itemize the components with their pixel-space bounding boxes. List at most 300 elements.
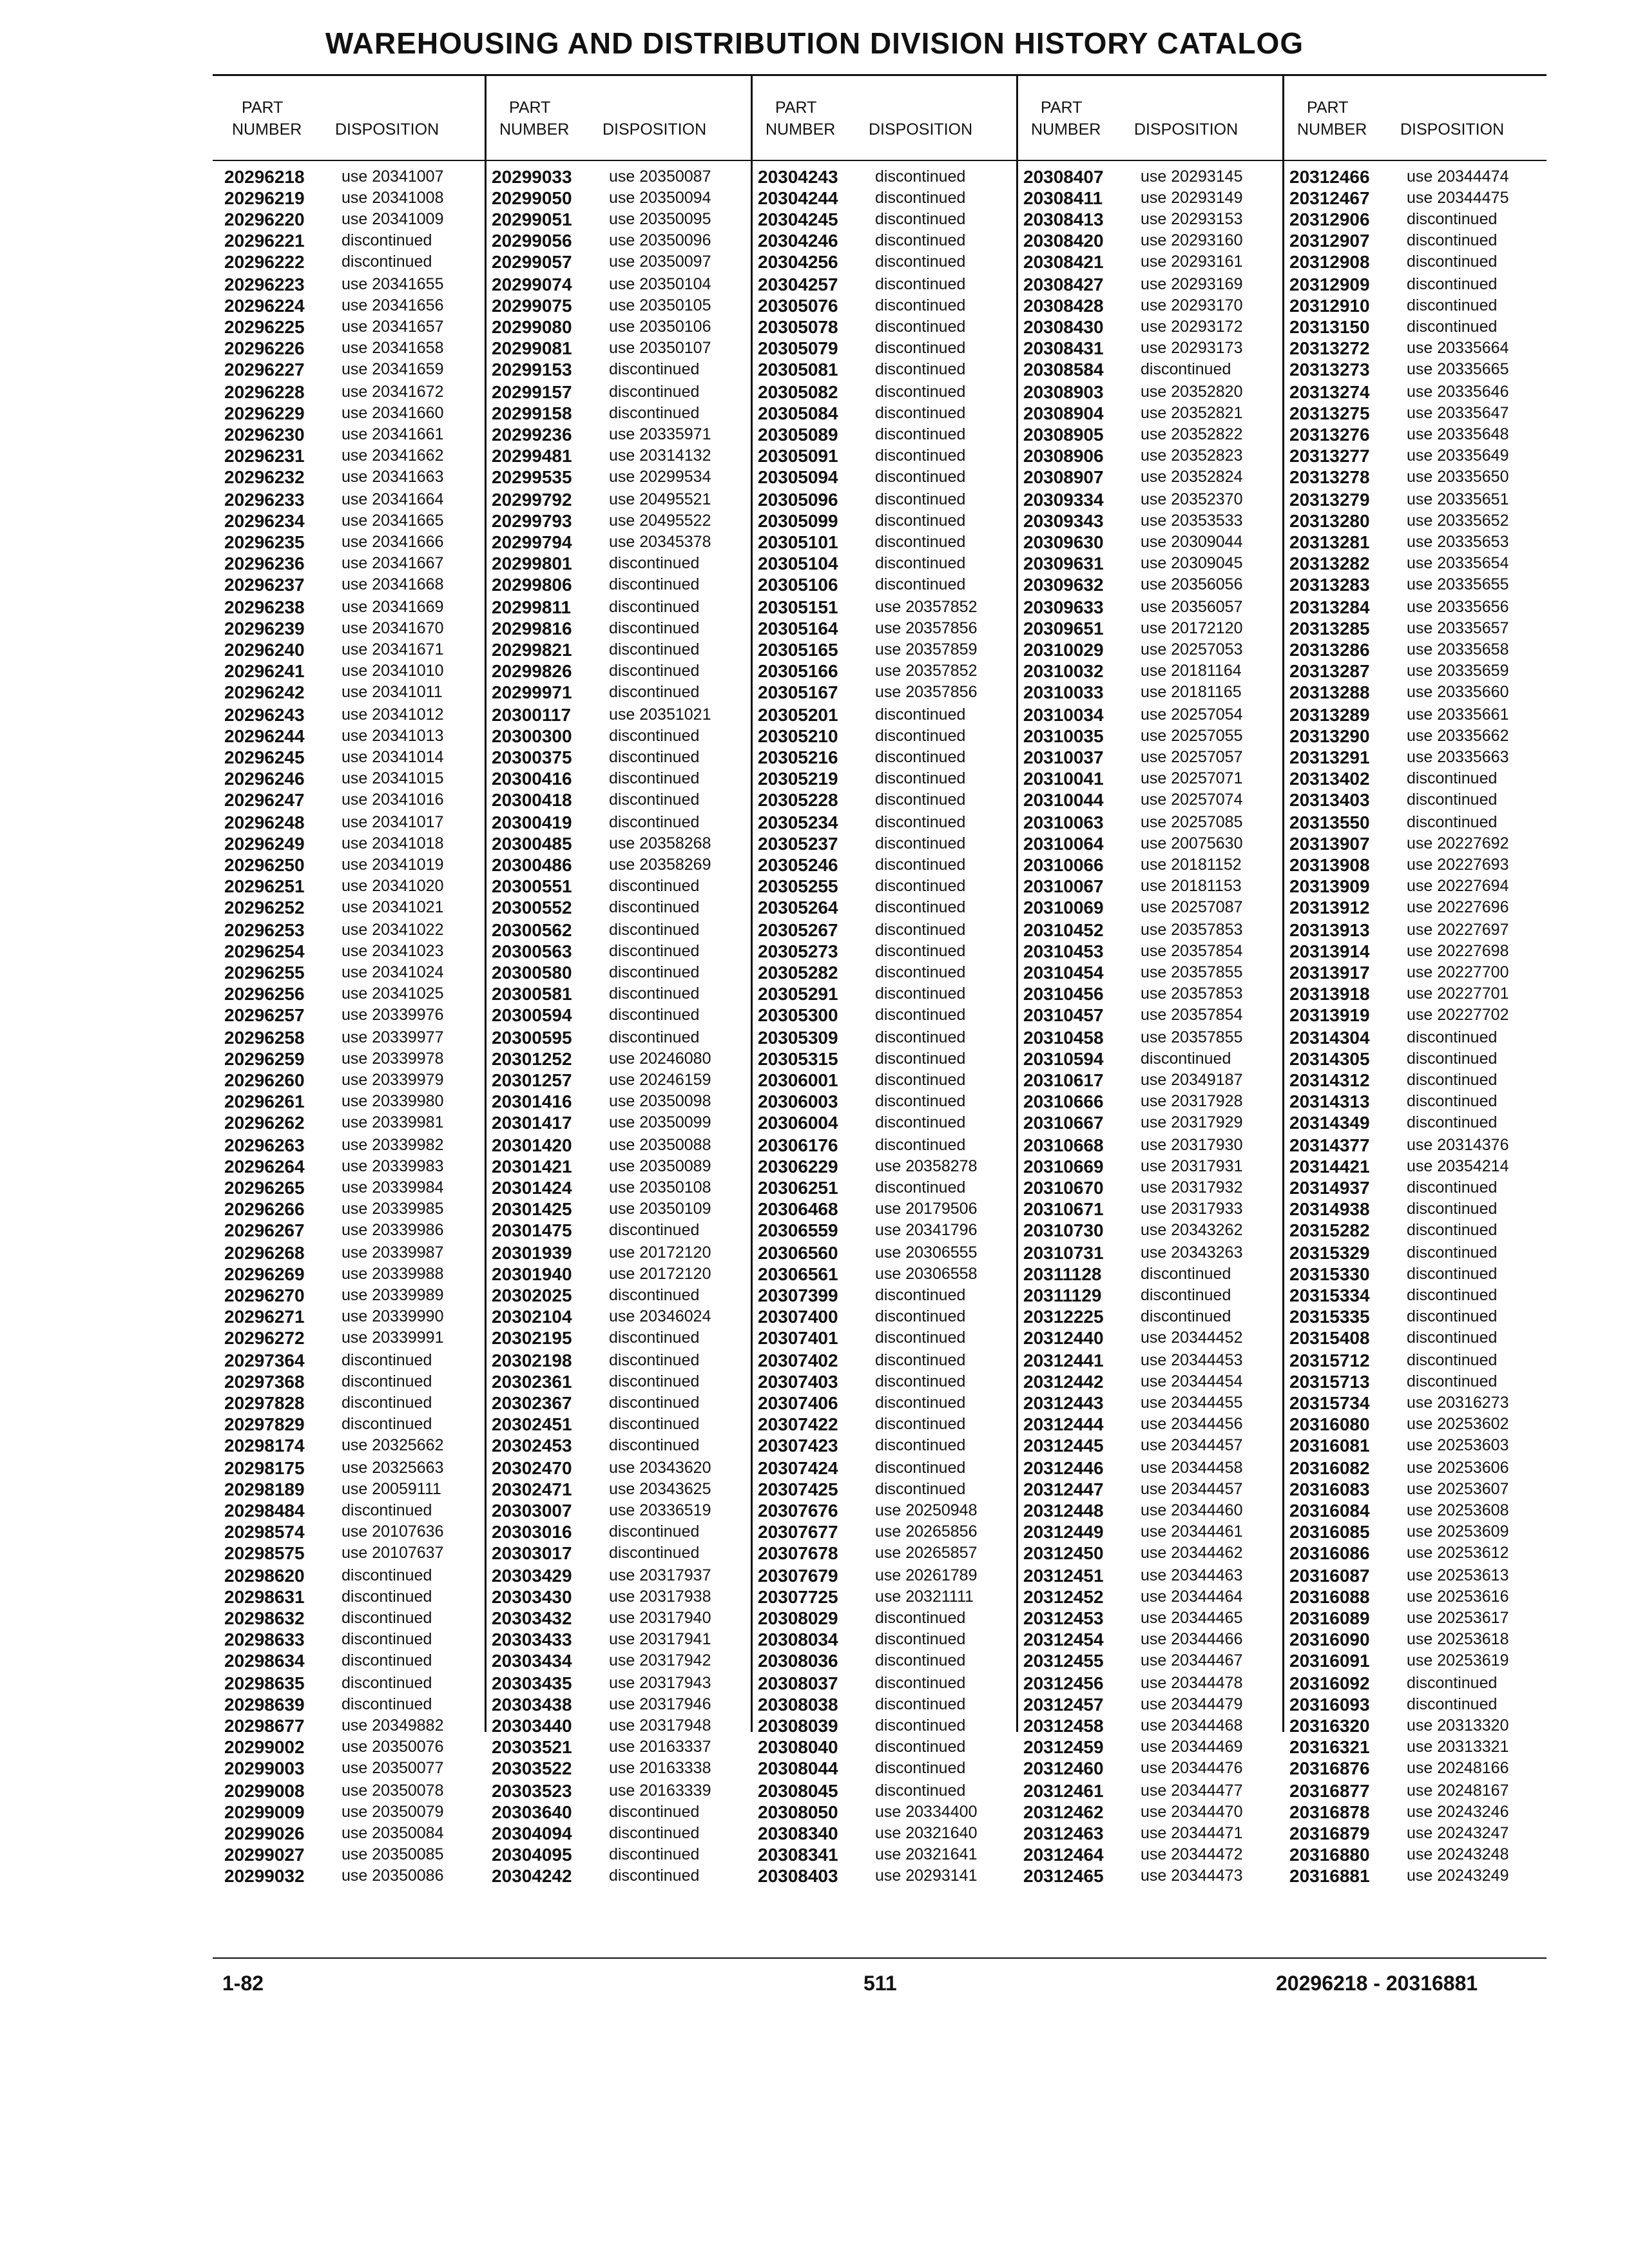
- disposition: discontinued: [875, 791, 966, 809]
- part-number: 20305273: [758, 941, 838, 961]
- part-number: 20300486: [492, 855, 572, 875]
- part-number: 20307725: [758, 1587, 838, 1607]
- part-number: 20304245: [758, 209, 838, 229]
- disposition: use 20261789: [875, 1566, 978, 1584]
- disposition: use 20350094: [609, 189, 711, 207]
- part-number: 20316320: [1289, 1716, 1370, 1736]
- disposition: use 20351021: [609, 706, 711, 724]
- part-number: 20313907: [1289, 834, 1370, 854]
- header-number: NUMBER: [1297, 120, 1367, 139]
- disposition: discontinued: [609, 662, 700, 680]
- disposition: discontinued: [342, 1501, 432, 1519]
- part-number: 20296230: [224, 425, 305, 445]
- part-number: 20307422: [758, 1414, 838, 1434]
- part-number: 20313289: [1289, 705, 1370, 725]
- part-number: 20310044: [1023, 790, 1104, 810]
- disposition: use 20317938: [609, 1588, 711, 1606]
- header-disposition: DISPOSITION: [335, 120, 439, 139]
- part-number: 20296241: [224, 661, 305, 681]
- part-number: 20310452: [1023, 920, 1104, 940]
- part-number: 20308428: [1023, 296, 1104, 316]
- part-number: 20299535: [492, 467, 572, 487]
- part-number: 20296262: [224, 1113, 305, 1133]
- disposition: discontinued: [875, 253, 966, 271]
- disposition: use 20341657: [342, 318, 444, 336]
- disposition: discontinued: [875, 1394, 966, 1412]
- part-number: 20299051: [492, 209, 572, 229]
- disposition: use 20350086: [342, 1867, 444, 1885]
- disposition: use 20335651: [1407, 490, 1509, 508]
- disposition: use 20309045: [1141, 554, 1243, 572]
- disposition: use 20341662: [342, 447, 444, 465]
- part-number: 20307399: [758, 1285, 838, 1305]
- disposition: discontinued: [875, 834, 966, 852]
- disposition: use 20341007: [342, 168, 444, 186]
- disposition: use 20253616: [1407, 1588, 1509, 1606]
- part-number: 20296255: [224, 963, 305, 983]
- disposition: discontinued: [875, 1050, 966, 1068]
- disposition: use 20344454: [1141, 1372, 1243, 1390]
- part-number: 20307676: [758, 1501, 838, 1521]
- part-number: 20313280: [1289, 511, 1370, 531]
- disposition: use 20341668: [342, 575, 444, 593]
- part-number: 20305091: [758, 446, 838, 466]
- part-number: 20296235: [224, 532, 305, 552]
- disposition: use 20357856: [875, 619, 978, 637]
- disposition: use 20344458: [1141, 1459, 1243, 1477]
- part-number: 20305165: [758, 640, 838, 660]
- part-number: 20299826: [492, 661, 572, 681]
- disposition: discontinued: [609, 1006, 700, 1024]
- disposition: use 20181153: [1141, 877, 1242, 895]
- disposition: use 20257057: [1141, 748, 1243, 766]
- disposition: use 20321641: [875, 1845, 978, 1863]
- part-number: 20305300: [758, 1005, 838, 1025]
- part-number: 20305267: [758, 920, 838, 940]
- disposition: discontinued: [875, 575, 966, 593]
- part-number: 20307423: [758, 1436, 838, 1456]
- part-number: 20305315: [758, 1049, 838, 1069]
- part-number: 20303432: [492, 1608, 572, 1628]
- part-number: 20301416: [492, 1091, 572, 1111]
- part-number: 20302453: [492, 1436, 572, 1456]
- part-number: 20310669: [1023, 1157, 1104, 1177]
- disposition: use 20335664: [1407, 339, 1509, 357]
- disposition: use 20299534: [609, 468, 711, 486]
- part-number: 20307425: [758, 1479, 838, 1499]
- disposition: discontinued: [342, 1394, 432, 1412]
- disposition: use 20293161: [1141, 253, 1243, 271]
- column-divider: [1282, 74, 1284, 1732]
- part-number: 20299153: [492, 360, 572, 380]
- part-number: 20303434: [492, 1651, 572, 1671]
- part-number: 20296223: [224, 274, 305, 294]
- disposition: use 20257053: [1141, 640, 1243, 658]
- part-number: 20312465: [1023, 1866, 1104, 1886]
- part-number: 20302025: [492, 1285, 572, 1305]
- column-divider: [751, 74, 753, 1732]
- part-number: 20315712: [1289, 1350, 1370, 1370]
- disposition: discontinued: [875, 210, 966, 228]
- part-number: 20312467: [1289, 188, 1370, 208]
- disposition: discontinued: [875, 1415, 966, 1433]
- part-number: 20296243: [224, 705, 305, 725]
- part-number: 20309633: [1023, 597, 1104, 617]
- disposition: use 20243249: [1407, 1867, 1509, 1885]
- top-rule: [213, 74, 1547, 76]
- part-number: 20300551: [492, 876, 572, 896]
- disposition: use 20344453: [1141, 1351, 1243, 1369]
- part-number: 20310456: [1023, 984, 1104, 1004]
- part-number: 20302361: [492, 1372, 572, 1392]
- part-number: 20301421: [492, 1157, 572, 1177]
- part-number: 20309630: [1023, 532, 1104, 552]
- part-number: 20300300: [492, 726, 572, 746]
- disposition: use 20350088: [609, 1136, 711, 1154]
- column-header: [487, 97, 747, 161]
- part-number: 20313279: [1289, 490, 1370, 510]
- part-number: 20300580: [492, 963, 572, 983]
- part-number: 20316090: [1289, 1629, 1370, 1649]
- disposition: discontinued: [875, 1459, 966, 1477]
- disposition: use 20350085: [342, 1845, 444, 1863]
- disposition: use 20335653: [1407, 533, 1509, 551]
- part-number: 20296238: [224, 597, 305, 617]
- header-number: NUMBER: [766, 120, 836, 139]
- part-number: 20308430: [1023, 317, 1104, 337]
- part-number: 20299032: [224, 1866, 305, 1886]
- part-number: 20310041: [1023, 769, 1104, 789]
- part-number: 20309651: [1023, 619, 1104, 639]
- disposition: use 20293149: [1141, 189, 1243, 207]
- disposition: use 20257054: [1141, 706, 1243, 724]
- disposition: discontinued: [875, 1113, 966, 1131]
- disposition: discontinued: [1141, 1050, 1231, 1068]
- header-disposition: DISPOSITION: [1400, 120, 1505, 139]
- part-number: 20299026: [224, 1823, 305, 1843]
- disposition: use 20341008: [342, 189, 444, 207]
- disposition: discontinued: [875, 533, 966, 551]
- disposition: use 20257074: [1141, 791, 1243, 809]
- part-number: 20298174: [224, 1436, 305, 1456]
- disposition: discontinued: [875, 1092, 966, 1110]
- part-number: 20299056: [492, 231, 572, 251]
- disposition: use 20350107: [609, 339, 711, 357]
- part-number: 20313285: [1289, 619, 1370, 639]
- disposition: discontinued: [875, 942, 966, 960]
- disposition: discontinued: [609, 1394, 700, 1412]
- part-number: 20304257: [758, 274, 838, 294]
- part-number: 20296219: [224, 188, 305, 208]
- part-number: 20301424: [492, 1178, 572, 1198]
- disposition: use 20172120: [1141, 619, 1243, 637]
- disposition: discontinued: [875, 425, 966, 443]
- part-number: 20296252: [224, 898, 305, 918]
- disposition: use 20317943: [609, 1674, 711, 1692]
- part-number: 20308413: [1023, 209, 1104, 229]
- disposition: use 20257087: [1141, 898, 1243, 916]
- part-number: 20312466: [1289, 167, 1370, 187]
- disposition: discontinued: [609, 1221, 700, 1239]
- part-number: 20300595: [492, 1028, 572, 1048]
- disposition: use 20341021: [342, 898, 444, 916]
- part-number: 20299003: [224, 1758, 305, 1778]
- disposition: use 20344461: [1141, 1523, 1243, 1541]
- disposition: discontinued: [342, 1674, 432, 1692]
- part-number: 20312440: [1023, 1328, 1104, 1348]
- part-number: 20296240: [224, 640, 305, 660]
- part-number: 20297368: [224, 1372, 305, 1392]
- disposition: use 20357856: [875, 683, 978, 701]
- part-number: 20305079: [758, 338, 838, 358]
- part-number: 20304095: [492, 1845, 572, 1865]
- disposition: use 20358269: [609, 856, 711, 874]
- disposition: use 20335650: [1407, 468, 1509, 486]
- disposition: use 20344474: [1407, 168, 1509, 186]
- header-part: PART: [1307, 99, 1349, 117]
- part-number: 20296221: [224, 231, 305, 251]
- part-number: 20312447: [1023, 1479, 1104, 1499]
- disposition: use 20344466: [1141, 1630, 1243, 1648]
- header-number: NUMBER: [232, 120, 302, 139]
- part-number: 20314313: [1289, 1091, 1370, 1111]
- part-number: 20301417: [492, 1113, 572, 1133]
- disposition: discontinued: [1407, 1286, 1498, 1304]
- part-number: 20305106: [758, 575, 838, 595]
- part-number: 20307424: [758, 1458, 838, 1478]
- part-number: 20305104: [758, 553, 838, 573]
- part-number: 20296266: [224, 1199, 305, 1219]
- disposition: discontinued: [1407, 275, 1498, 293]
- disposition: use 20344460: [1141, 1501, 1243, 1519]
- part-number: 20301252: [492, 1049, 572, 1069]
- part-number: 20313278: [1289, 467, 1370, 487]
- part-number: 20303433: [492, 1629, 572, 1649]
- disposition: discontinued: [1407, 296, 1498, 314]
- part-number: 20305081: [758, 360, 838, 380]
- part-number: 20308341: [758, 1845, 838, 1865]
- disposition: discontinued: [609, 1286, 700, 1304]
- disposition: use 20341025: [342, 985, 444, 1003]
- part-number: 20313288: [1289, 682, 1370, 702]
- part-number: 20313403: [1289, 790, 1370, 810]
- disposition: use 20253607: [1407, 1480, 1509, 1498]
- disposition: use 20317930: [1141, 1136, 1243, 1154]
- disposition: discontinued: [609, 921, 700, 939]
- disposition: use 20339982: [342, 1136, 444, 1154]
- disposition: discontinued: [342, 231, 432, 249]
- disposition: use 20341022: [342, 921, 444, 939]
- part-number: 20313912: [1289, 898, 1370, 918]
- part-number: 20302471: [492, 1479, 572, 1499]
- disposition: use 20227694: [1407, 877, 1509, 895]
- part-number: 20308903: [1023, 382, 1104, 402]
- disposition: use 20356056: [1141, 575, 1243, 593]
- part-number: 20307402: [758, 1350, 838, 1370]
- part-number: 20309631: [1023, 553, 1104, 573]
- part-number: 20312908: [1289, 252, 1370, 272]
- footer-page-number: 511: [863, 1972, 897, 1995]
- part-number: 20296250: [224, 855, 305, 875]
- part-number: 20305282: [758, 963, 838, 983]
- part-number: 20312452: [1023, 1587, 1104, 1607]
- disposition: use 20344470: [1141, 1803, 1243, 1821]
- disposition: use 20344473: [1141, 1867, 1243, 1885]
- part-number: 20310063: [1023, 812, 1104, 832]
- part-number: 20296268: [224, 1243, 305, 1263]
- part-number: 20302198: [492, 1350, 572, 1370]
- part-number: 20307400: [758, 1307, 838, 1327]
- disposition: use 20339977: [342, 1028, 444, 1046]
- disposition: use 20243248: [1407, 1845, 1509, 1863]
- disposition: use 20321111: [875, 1588, 974, 1606]
- part-number: 20312225: [1023, 1307, 1104, 1327]
- part-number: 20307403: [758, 1372, 838, 1392]
- disposition: use 20181152: [1141, 856, 1242, 874]
- part-number: 20299793: [492, 511, 572, 531]
- disposition: use 20352823: [1141, 447, 1243, 465]
- disposition: use 20253618: [1407, 1630, 1509, 1648]
- catalog-column: [487, 97, 747, 1886]
- disposition: use 20344464: [1141, 1588, 1243, 1606]
- disposition: discontinued: [875, 1782, 966, 1800]
- part-number: 20315282: [1289, 1220, 1370, 1240]
- part-number: 20308907: [1023, 467, 1104, 487]
- disposition: use 20293173: [1141, 339, 1243, 357]
- header-disposition: DISPOSITION: [869, 120, 973, 139]
- part-number: 20314937: [1289, 1178, 1370, 1198]
- disposition: discontinued: [875, 985, 966, 1003]
- disposition: use 20350076: [342, 1738, 444, 1756]
- disposition: discontinued: [609, 1803, 700, 1821]
- disposition: use 20253617: [1407, 1609, 1509, 1627]
- disposition: use 20352820: [1141, 383, 1243, 401]
- part-number: 20308044: [758, 1758, 838, 1778]
- disposition: use 20335971: [609, 425, 711, 443]
- disposition: use 20350099: [609, 1113, 711, 1131]
- disposition: use 20341796: [875, 1221, 978, 1239]
- disposition: discontinued: [342, 1351, 432, 1369]
- disposition: use 20344468: [1141, 1716, 1243, 1735]
- part-number: 20316089: [1289, 1608, 1370, 1628]
- disposition: discontinued: [342, 1588, 432, 1606]
- part-number: 20305089: [758, 425, 838, 445]
- part-number: 20310668: [1023, 1135, 1104, 1155]
- part-number: 20300419: [492, 812, 572, 832]
- part-number: 20316321: [1289, 1737, 1370, 1757]
- part-number: 20314421: [1289, 1157, 1370, 1177]
- disposition: discontinued: [875, 554, 966, 572]
- disposition: use 20350087: [609, 168, 711, 186]
- part-number: 20296263: [224, 1135, 305, 1155]
- part-number: 20313291: [1289, 747, 1370, 767]
- part-number: 20305096: [758, 490, 838, 510]
- disposition: use 20341672: [342, 383, 444, 401]
- part-number: 20299794: [492, 532, 572, 552]
- part-number: 20298620: [224, 1566, 305, 1586]
- part-number: 20312463: [1023, 1823, 1104, 1843]
- part-number: 20300117: [492, 705, 572, 725]
- part-number: 20299816: [492, 619, 572, 639]
- part-number: 20305234: [758, 812, 838, 832]
- footer-rule: [213, 1957, 1547, 1959]
- part-number: 20305082: [758, 382, 838, 402]
- part-number: 20310731: [1023, 1243, 1104, 1263]
- part-number: 20298575: [224, 1543, 305, 1563]
- disposition: discontinued: [875, 512, 966, 530]
- disposition: use 20341660: [342, 404, 444, 422]
- part-number: 20313290: [1289, 726, 1370, 746]
- disposition: use 20343262: [1141, 1221, 1243, 1239]
- page-title: WAREHOUSING AND DISTRIBUTION DIVISION HISTORY CATALOG: [325, 26, 1304, 60]
- part-number: 20315334: [1289, 1285, 1370, 1305]
- disposition: discontinued: [609, 942, 700, 960]
- disposition: use 20179506: [875, 1200, 978, 1218]
- disposition: discontinued: [875, 748, 966, 766]
- disposition: use 20257071: [1141, 769, 1243, 787]
- part-number: 20296257: [224, 1005, 305, 1025]
- part-number: 20310064: [1023, 834, 1104, 854]
- part-number: 20304244: [758, 188, 838, 208]
- part-number: 20304243: [758, 167, 838, 187]
- disposition: use 20335657: [1407, 619, 1509, 637]
- disposition: discontinued: [875, 1436, 966, 1454]
- part-number: 20312446: [1023, 1458, 1104, 1478]
- part-number: 20316880: [1289, 1845, 1370, 1865]
- part-number: 20308029: [758, 1608, 838, 1628]
- part-number: 20315734: [1289, 1393, 1370, 1413]
- disposition: use 20357854: [1141, 1006, 1243, 1024]
- disposition: use 20350108: [609, 1178, 711, 1196]
- disposition: use 20344465: [1141, 1609, 1243, 1627]
- part-number: 20299033: [492, 167, 572, 187]
- disposition: use 20335662: [1407, 727, 1509, 745]
- disposition: use 20321640: [875, 1824, 978, 1842]
- part-number: 20308421: [1023, 252, 1104, 272]
- disposition: use 20350104: [609, 275, 711, 293]
- part-number: 20312907: [1289, 231, 1370, 251]
- part-number: 20296267: [224, 1220, 305, 1240]
- part-number: 20313275: [1289, 403, 1370, 423]
- disposition: use 20293141: [875, 1867, 978, 1885]
- part-number: 20310035: [1023, 726, 1104, 746]
- part-number: 20296272: [224, 1328, 305, 1348]
- disposition: use 20325663: [342, 1459, 444, 1477]
- disposition: discontinued: [609, 1436, 700, 1454]
- disposition: use 20248167: [1407, 1782, 1509, 1800]
- part-number: 20316878: [1289, 1802, 1370, 1822]
- disposition: discontinued: [609, 1329, 700, 1347]
- disposition: discontinued: [609, 1824, 700, 1842]
- disposition: discontinued: [342, 1695, 432, 1713]
- disposition: use 20293160: [1141, 231, 1243, 249]
- part-number: 20312458: [1023, 1716, 1104, 1736]
- disposition: use 20341667: [342, 554, 444, 572]
- part-number: 20306468: [758, 1199, 838, 1219]
- disposition: use 20317942: [609, 1651, 711, 1669]
- part-number: 20313150: [1289, 317, 1370, 337]
- part-number: 20303435: [492, 1673, 572, 1693]
- disposition: use 20227702: [1407, 1006, 1509, 1024]
- part-number: 20307401: [758, 1328, 838, 1348]
- part-number: 20313287: [1289, 661, 1370, 681]
- header-part: PART: [1041, 99, 1083, 117]
- disposition: use 20350097: [609, 253, 711, 271]
- footer-range: 20296218 - 20316881: [1276, 1972, 1478, 1995]
- part-number: 20312448: [1023, 1501, 1104, 1521]
- column-header: [1284, 97, 1545, 161]
- disposition: discontinued: [1407, 791, 1498, 809]
